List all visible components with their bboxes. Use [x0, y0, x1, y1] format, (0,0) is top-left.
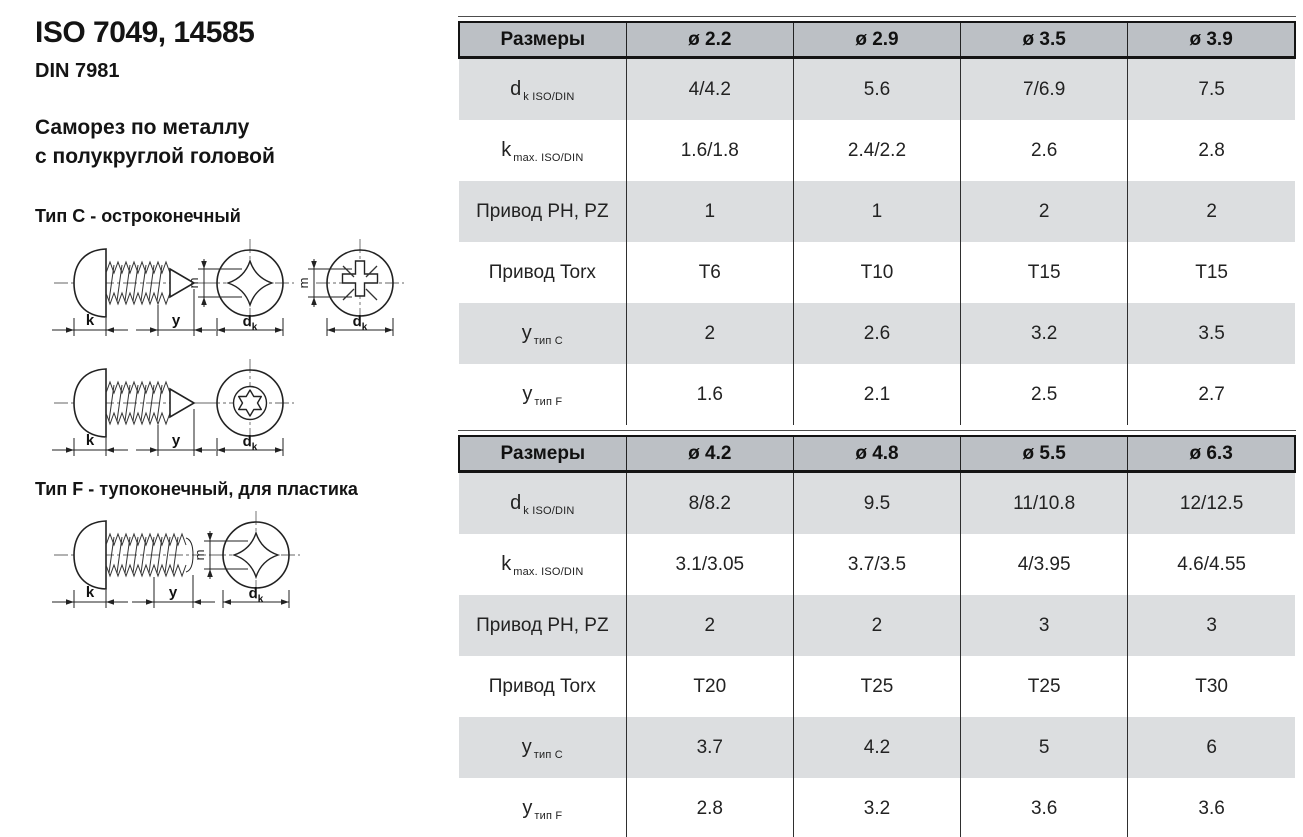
page-subtitle-din: DIN 7981	[35, 60, 120, 82]
cell: 3.7/3.5	[793, 534, 960, 595]
spec-table-block-small-diameters	[458, 16, 1296, 425]
table-row-y-type-f	[459, 778, 1295, 837]
cell: 7.5	[1128, 58, 1295, 121]
dimension-y	[136, 409, 216, 456]
svg-text:y: y	[171, 432, 181, 449]
row-label: у $_{тип C}$	[521, 736, 563, 761]
cell: T6	[626, 242, 793, 303]
phillips-head-view-icon	[186, 239, 294, 336]
cell: 2.6	[793, 303, 960, 364]
cell: 2.4/2.2	[793, 120, 960, 181]
cell: 7/6.9	[961, 58, 1128, 121]
drawing-type-c-ph-pz	[52, 239, 404, 336]
svg-text:dk: $d_k$	[242, 433, 258, 453]
dimension-dk	[327, 313, 393, 336]
cell: 12/12.5	[1128, 472, 1295, 535]
table-row-dk	[459, 58, 1295, 121]
row-label: Привод PH, PZ	[476, 614, 609, 636]
svg-text:k: k	[85, 312, 95, 329]
svg-text:k: k	[85, 432, 95, 449]
cell: 5	[961, 717, 1128, 778]
svg-text:y: y	[168, 584, 178, 601]
phillips-head-view-icon	[192, 511, 300, 608]
pozidriv-head-view-icon	[296, 239, 404, 336]
header-diameter-col: ø 3.9	[1128, 22, 1295, 58]
cell: 1	[793, 181, 960, 242]
row-label: k $_{max. ISO/DIN}$	[501, 553, 584, 578]
svg-text:dk: $d_k$	[242, 313, 258, 333]
table-row-dk	[459, 472, 1295, 535]
spec-table-block-large-diameters	[458, 430, 1296, 837]
drawing-type-c-torx	[52, 359, 294, 456]
cell: 2.7	[1128, 364, 1295, 425]
cell: 1.6/1.8	[626, 120, 793, 181]
screw-side-view-blunt-icon	[52, 521, 215, 608]
cell: 2	[626, 303, 793, 364]
dimension-y	[132, 575, 215, 608]
cell: T10	[793, 242, 960, 303]
page-title: ISO 7049, 14585	[35, 16, 255, 49]
svg-text:m: m	[186, 277, 201, 289]
cell: 4.6/4.55	[1128, 534, 1295, 595]
cell: 6	[1128, 717, 1295, 778]
row-label: Привод Torx	[488, 261, 596, 283]
cell: 9.5	[793, 472, 960, 535]
table-header-row	[459, 436, 1295, 472]
dimension-k	[52, 432, 128, 456]
table-row-y-type-f	[459, 364, 1295, 425]
cell: 2.6	[961, 120, 1128, 181]
svg-text:m: m	[192, 549, 207, 561]
table-row-drive-torx	[459, 242, 1295, 303]
table-row-drive-ph-pz	[459, 181, 1295, 242]
svg-text:m: m	[296, 277, 311, 289]
header-sizes-label: Размеры	[459, 436, 626, 472]
cell: 2.5	[961, 364, 1128, 425]
description-line-1: Саморез по металлу	[35, 116, 250, 139]
cell: 1.6	[626, 364, 793, 425]
svg-text:dk: $d_k$	[248, 585, 264, 605]
description-line-2: с полукруглой головой	[35, 145, 275, 168]
cell: T25	[961, 656, 1128, 717]
cell: 4/3.95	[961, 534, 1128, 595]
cell: 3	[1128, 595, 1295, 656]
product-description	[35, 113, 275, 171]
header-diameter-col: ø 2.9	[793, 22, 960, 58]
row-label: d $_{k ISO/DIN}$	[510, 492, 575, 517]
dimension-dk	[217, 313, 283, 336]
cell: 1	[626, 181, 793, 242]
type-f-heading: Тип F - тупоконечный, для пластика	[35, 479, 358, 499]
cell: T30	[1128, 656, 1295, 717]
cell: T25	[793, 656, 960, 717]
screw-side-view-pointed-icon	[52, 369, 216, 456]
dimension-dk	[217, 433, 283, 456]
cell: 2	[961, 181, 1128, 242]
cell: 11/10.8	[961, 472, 1128, 535]
cell: 2.1	[793, 364, 960, 425]
cell: 8/8.2	[626, 472, 793, 535]
svg-text:k: k	[85, 584, 95, 601]
header-sizes-label: Размеры	[459, 22, 626, 58]
cell: 3.7	[626, 717, 793, 778]
cell: 4.2	[793, 717, 960, 778]
technical-drawings	[28, 218, 448, 638]
table-row-y-type-c	[459, 717, 1295, 778]
table-top-rule	[458, 16, 1296, 17]
header-diameter-col: ø 6.3	[1128, 436, 1295, 472]
dimension-dk	[223, 585, 289, 608]
dimension-k	[52, 312, 128, 336]
header-diameter-col: ø 5.5	[961, 436, 1128, 472]
svg-text:y: y	[171, 312, 181, 329]
row-label: d $_{k ISO/DIN}$	[510, 78, 575, 103]
table-header-row	[459, 22, 1295, 58]
size-table-large	[458, 435, 1296, 837]
row-label: k $_{max. ISO/DIN}$	[501, 139, 584, 164]
table-row-kmax	[459, 534, 1295, 595]
table-row-drive-ph-pz	[459, 595, 1295, 656]
row-label: Привод Torx	[488, 675, 596, 697]
svg-text:dk: $d_k$	[352, 313, 368, 333]
size-table-small	[458, 21, 1296, 425]
type-c-heading: Тип C - остроконечный	[35, 206, 241, 226]
cell: 2.8	[626, 778, 793, 837]
cell: T15	[961, 242, 1128, 303]
cell: 2	[793, 595, 960, 656]
torx-head-view-icon	[206, 359, 294, 456]
dimension-k	[52, 584, 128, 608]
table-row-drive-torx	[459, 656, 1295, 717]
cell: T20	[626, 656, 793, 717]
table-top-rule	[458, 430, 1296, 431]
table-row-kmax	[459, 120, 1295, 181]
cell: 2	[1128, 181, 1295, 242]
cell: 3	[961, 595, 1128, 656]
row-label: у $_{тип F}$	[522, 797, 563, 822]
cell: 2.8	[1128, 120, 1295, 181]
cell: T15	[1128, 242, 1295, 303]
screw-side-view-pointed-icon	[52, 249, 216, 336]
cell: 3.6	[1128, 778, 1295, 837]
row-label: у $_{тип C}$	[521, 322, 563, 347]
cell: 3.1/3.05	[626, 534, 793, 595]
row-label: у $_{тип F}$	[522, 383, 563, 408]
header-diameter-col: ø 3.5	[961, 22, 1128, 58]
cell: 3.5	[1128, 303, 1295, 364]
header-diameter-col: ø 4.2	[626, 436, 793, 472]
cell: 3.6	[961, 778, 1128, 837]
cell: 5.6	[793, 58, 960, 121]
row-label: Привод PH, PZ	[476, 200, 609, 222]
cell: 3.2	[961, 303, 1128, 364]
cell: 2	[626, 595, 793, 656]
cell: 4/4.2	[626, 58, 793, 121]
header-diameter-col: ø 2.2	[626, 22, 793, 58]
table-row-y-type-c	[459, 303, 1295, 364]
cell: 3.2	[793, 778, 960, 837]
header-diameter-col: ø 4.8	[793, 436, 960, 472]
drawing-type-f-ph	[52, 511, 300, 608]
